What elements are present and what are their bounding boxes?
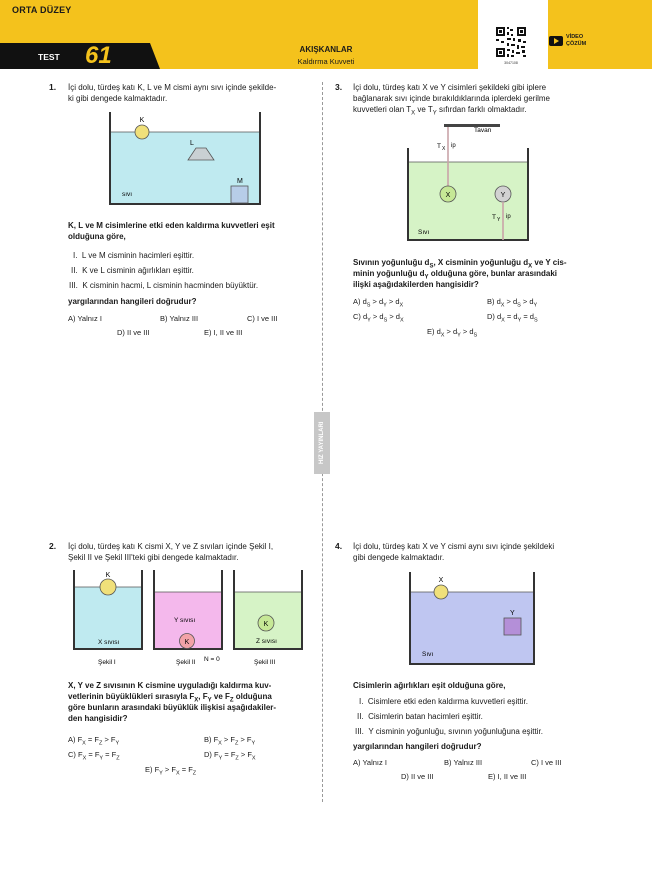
q4-question: yargılarından hangileri doğrudur? [353,742,482,751]
svg-text:Y: Y [500,192,506,199]
q3-option-A[interactable]: A) $d_S > d_Y > d_X$ [353,297,404,309]
publisher-badge: HIZ YAYINLARI [314,412,330,474]
svg-text:L: L [190,140,194,147]
q2-number: 2. [49,541,57,551]
svg-text:K: K [184,639,190,646]
svg-text:Y: Y [497,217,501,223]
q1-option-E[interactable]: E) I, II ve III [204,328,243,337]
svg-text:Şekil III: Şekil III [254,659,276,666]
q4-option-D[interactable]: D) II ve III [401,772,434,781]
q2-option-A[interactable]: A) $F_X = F_Z > F_Y$ [68,735,120,747]
q2-stem-line2: Şekil II ve Şekil III'teki gibi dengede kalmaktadır. [68,553,239,562]
q1-question: yargılarından hangileri doğrudur? [68,297,197,306]
svg-text:T: T [492,214,496,221]
q1-statement-3: III. K cisminin hacmi, L cisminin hacminden büyüktür. [69,281,259,290]
q2-option-E[interactable]: E) $F_Y > F_X = F_Z$ [145,765,197,777]
svg-text:X sıvısı: X sıvısı [98,639,120,646]
q3-prompt-line3: ilişki aşağıdakilerden hangisidir? [353,280,479,289]
subtopic-title: Kaldırma Kuvveti [297,57,355,66]
q1-prompt-line1: K, L ve M cisimlerine etki eden kaldırma kuvvetleri eşit [68,221,275,230]
q1-option-B[interactable]: B) Yalnız III [160,314,199,323]
q4-figure [408,570,538,666]
q3-option-D[interactable]: D) $d_X = d_Y = d_S$ [487,312,538,324]
q4-number: 4. [335,541,343,551]
video-play-icon[interactable] [549,36,563,46]
q4-stem-line1: İçi dolu, türdeş katı X ve Y cismi aynı sıvı içinde şekildeki [353,542,555,551]
svg-text:K: K [263,621,269,628]
q1-object-M [231,186,248,203]
q2-stem-line1: İçi dolu, türdeş katı K cismi X, Y ve Z sıvıları içinde Şekil I, [68,542,274,551]
q4-option-E[interactable]: E) I, II ve III [488,772,527,781]
svg-text:Tavan: Tavan [474,127,492,134]
svg-text:Sıvı: Sıvı [418,229,430,236]
svg-text:Sıvı: Sıvı [422,651,434,658]
svg-text:ip: ip [506,214,511,220]
q3-prompt-line2: minin yoğunluğu $d_Y$ olduğuna göre, bunlar arasındaki [353,269,558,281]
q4-statement-2: II. Cisimlerin batan hacimleri eşittir. [357,712,483,721]
q1-option-A[interactable]: A) Yalnız I [68,314,102,323]
svg-text:Z sıvısı: Z sıvısı [256,638,277,645]
svg-text:K: K [139,117,145,124]
svg-text:X: X [445,192,451,199]
q2-prompt-line3: göre bunların arasındaki büyüklük ilişkisi aşağıdakiler- [68,703,277,712]
svg-text:Şekil I: Şekil I [98,659,116,666]
q2-prompt-line4: den hangisidir? [68,714,128,723]
q1-stem-line1: İçi dolu, türdeş katı K, L ve M cismi aynı sıvı içinde şekilde- [68,83,277,92]
q3-option-B[interactable]: B) $d_X > d_S > d_Y$ [487,297,538,309]
svg-text:ip: ip [451,143,456,149]
q1-statement-1: I. L ve M cisminin hacimleri eşittir. [73,251,195,260]
q1-prompt-line2: olduğuna göre, [68,232,126,241]
q1-number: 1. [49,82,57,92]
qr-caption: 3047108 [504,61,518,65]
q1-figure [108,110,264,206]
q2-option-C[interactable]: C) $F_X = F_Y = F_Z$ [68,750,120,762]
topic-title: AKIŞKANLAR [299,45,353,54]
q2-option-B[interactable]: B) $F_X > F_Z > F_Y$ [204,735,256,747]
q1-option-D[interactable]: D) II ve III [117,328,150,337]
svg-text:N = 0: N = 0 [204,656,220,663]
q2-prompt-line2: vetlerinin büyüklükleri sırasıyla $F_X$, $F_Y$ ve $F_Z$ olduğuna [68,692,272,704]
svg-text:X: X [438,577,444,584]
q1-stem-line2: ki gibi dengede kalmaktadır. [68,94,168,103]
q3-stem-line3: kuvvetleri olan $T_X$ ve $T_Y$ sıfırdan farklı olmaktadır. [353,105,527,117]
q4-stem-line2: gibi dengede kalmaktadır. [353,553,445,562]
q3-figure [404,122,532,242]
svg-text:sıvı: sıvı [122,191,133,198]
q4-statement-3: III. Y cisminin yoğunluğu, sıvının yoğunluğuna eşittir. [355,727,543,736]
test-number: 61 [85,42,112,69]
q4-statement-1: I. Cisimlere etki eden kaldırma kuvvetleri eşittir. [359,697,528,706]
difficulty-level: ORTA DÜZEY [12,5,72,15]
q3-option-E[interactable]: E) $d_X > d_Y > d_S$ [427,327,478,339]
q4-prompt: Cisimlerin ağırlıkları eşit olduğuna göre, [353,681,506,690]
q4-option-A[interactable]: A) Yalnız I [353,758,387,767]
q3-prompt-line1: Sıvının yoğunluğu $d_S$, X cisminin yoğunluğu $d_X$ ve Y cis- [353,258,567,270]
q1-option-C[interactable]: C) I ve III [247,314,278,323]
q3-stem-line1: İçi dolu, türdeş katı X ve Y cisimleri şekildeki gibi iplere [353,83,547,92]
q3-ceiling [444,124,500,127]
q3-option-C[interactable]: C) $d_Y > d_S > d_X$ [353,312,404,324]
q4-option-B[interactable]: B) Yalnız III [444,758,483,767]
test-label: TEST [38,52,60,62]
svg-text:Y: Y [510,610,515,617]
q3-stem-line2: bağlanarak sıvı içinde bırakıldıklarında iplerdeki gerilme [353,94,550,103]
q4-option-C[interactable]: C) I ve III [531,758,562,767]
svg-text:M: M [237,178,243,185]
q1-statement-2: II. K ve L cisminin ağırlıkları eşittir. [71,266,194,275]
svg-text:T: T [437,143,441,150]
q2-prompt-line1: X, Y ve Z sıvısının K cismine uyguladığı kaldırma kuv- [68,681,272,690]
video-solution-label[interactable]: VİDEO ÇÖZÜM [566,34,587,47]
svg-text:Y sıvısı: Y sıvısı [174,617,196,624]
q1-object-K [135,125,149,139]
svg-text:X: X [442,146,446,152]
q4-object-X [434,585,448,599]
q4-object-Y [504,618,521,635]
svg-text:K: K [105,572,111,579]
svg-text:Şekil II: Şekil II [176,659,196,666]
q3-number: 3. [335,82,343,92]
q2-option-D[interactable]: D) $F_Y = F_Z > F_X$ [204,750,256,762]
q2-figure [70,568,310,670]
q2-fig1-object-K [100,579,116,595]
